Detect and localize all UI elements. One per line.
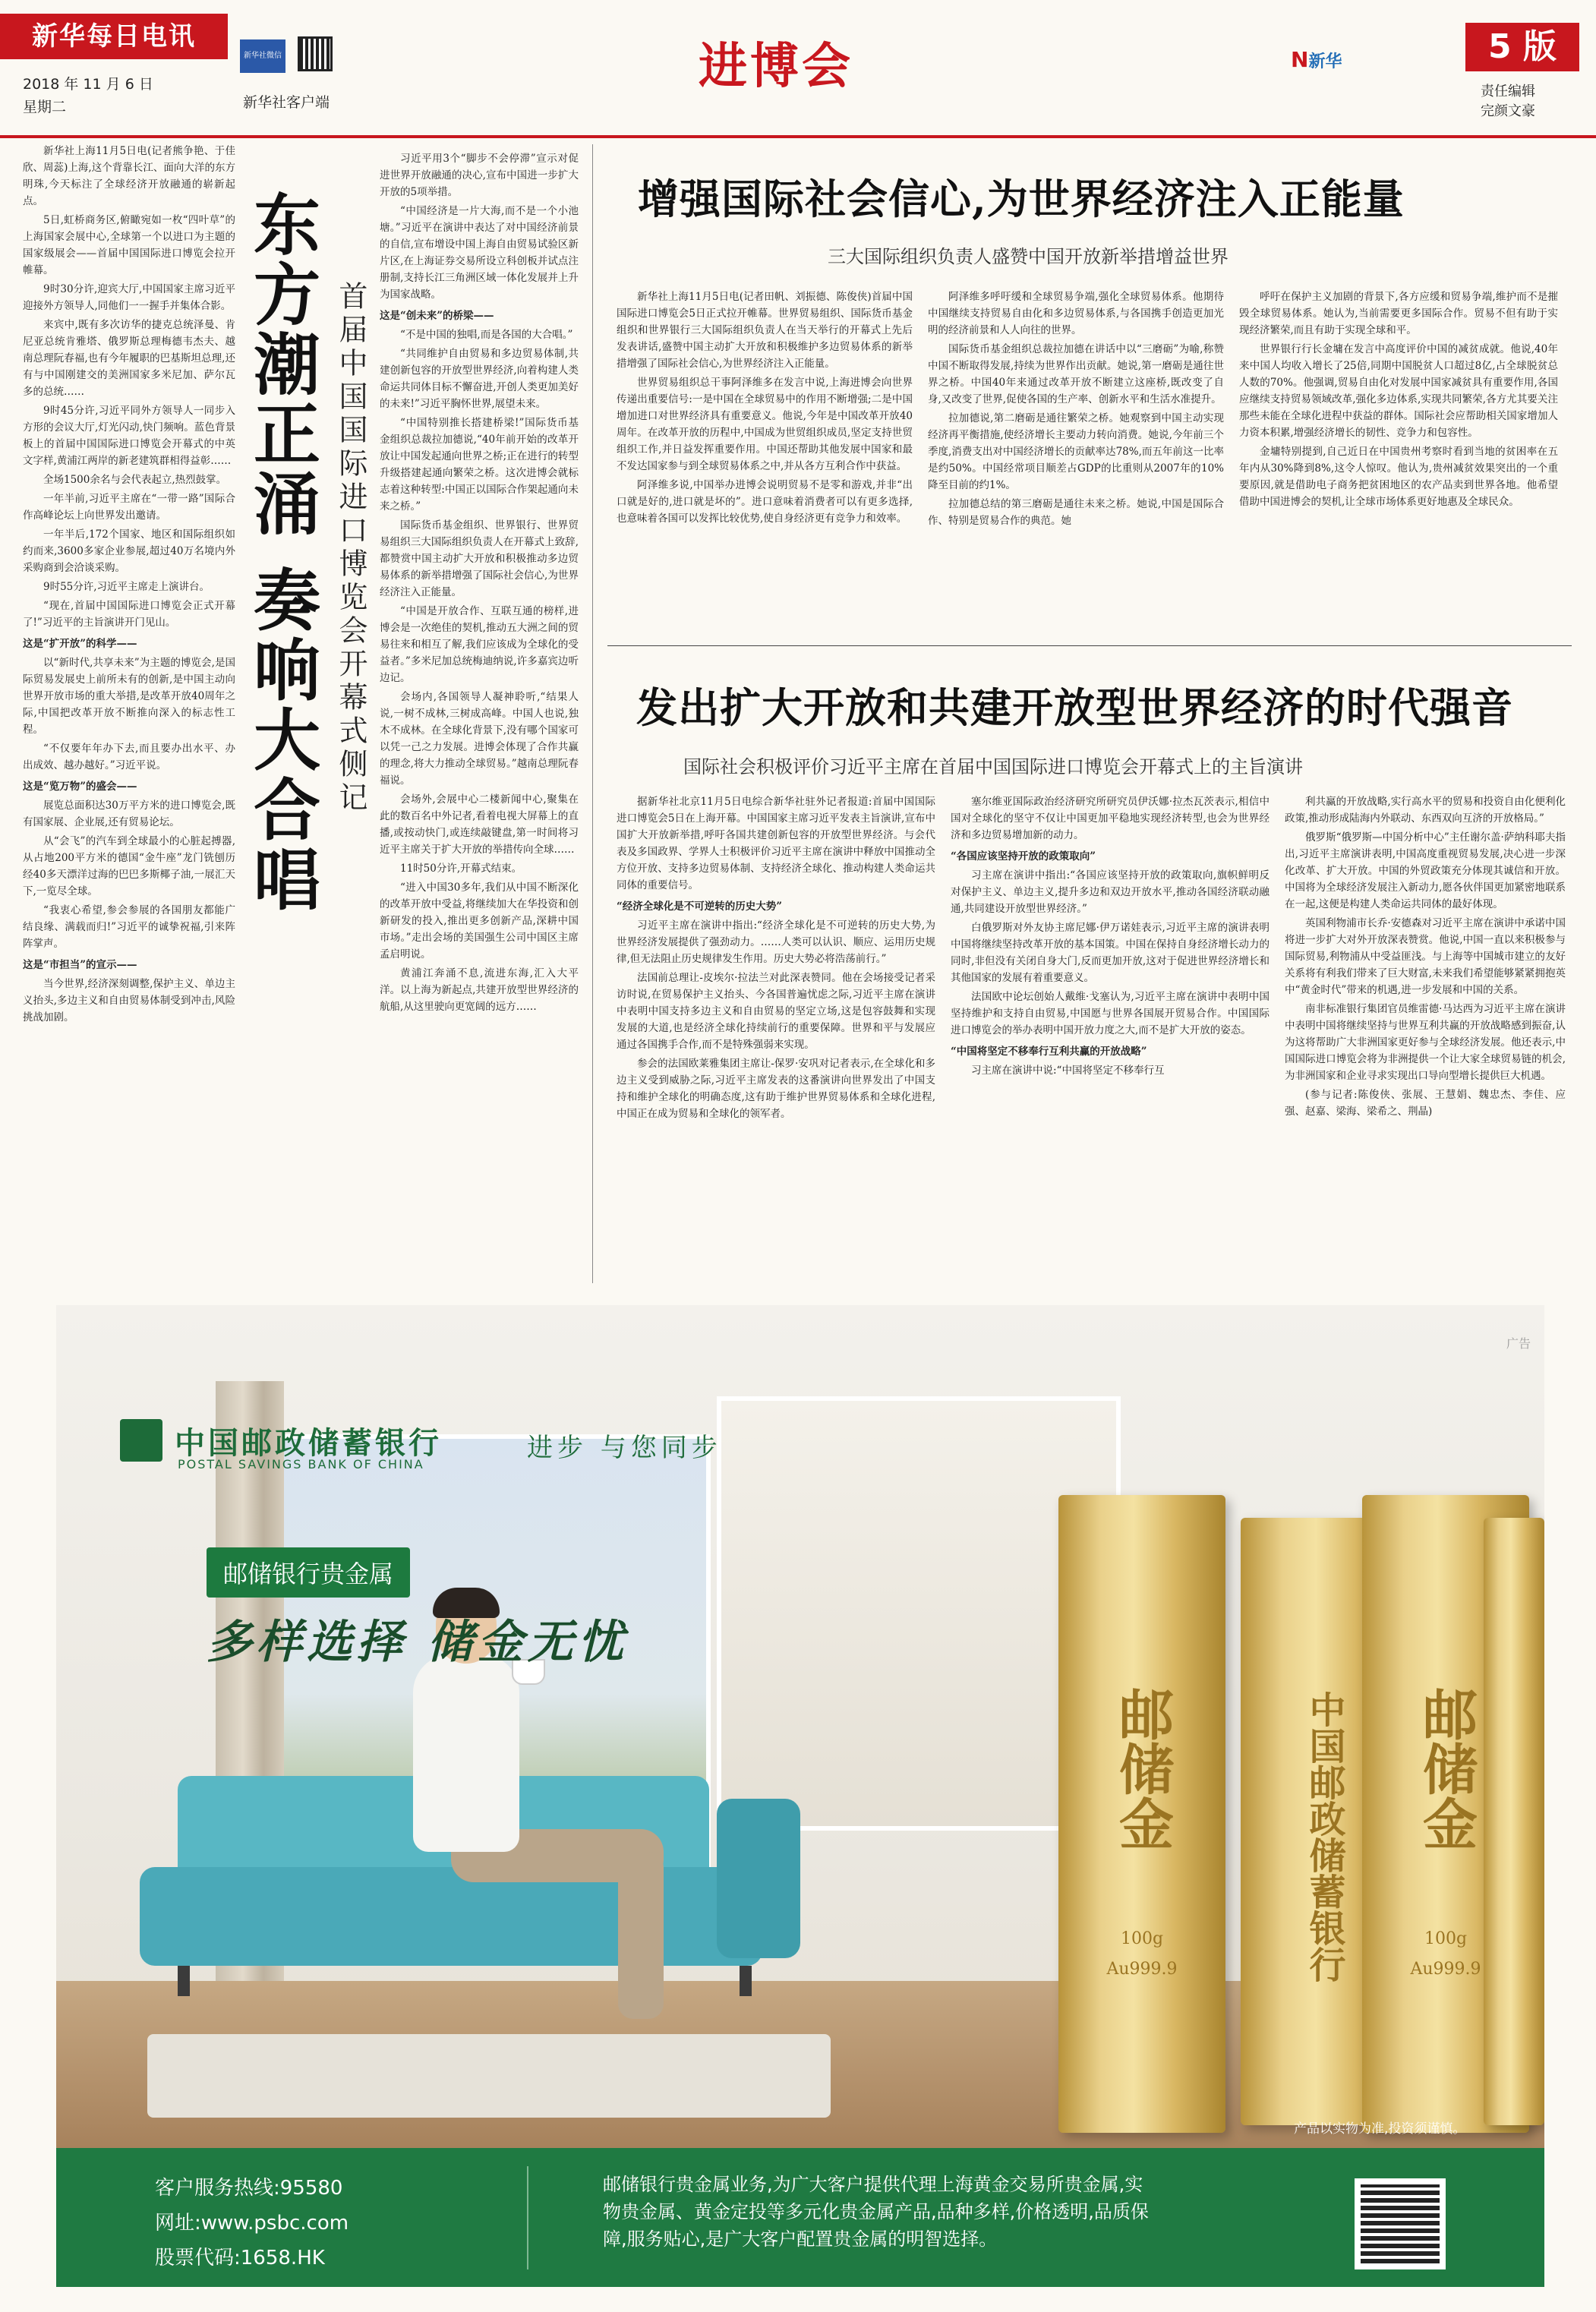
article1-column-1 bbox=[617, 289, 913, 634]
gold-bar-weight: 100g bbox=[1424, 1929, 1468, 1948]
xinhua-logo-icon: 新华社微信 bbox=[240, 39, 285, 73]
stock-code: 股票代码:1658.HK bbox=[155, 2247, 325, 2269]
paragraph: 新华社上海11月5日电(记者熊争艳、于佳欣、周蕊)上海,这个背靠长江、面向大洋的东方明珠,今天标注了全球经济开放融通的崭新起点。 bbox=[23, 145, 235, 207]
paragraph: 当今世界,经济深刻调整,保护主义、单边主义抬头,多边主义和自由贸易体制受到冲击,风险挑战加剧。 bbox=[23, 978, 235, 1024]
paragraph: “中国特别推长搭建桥梁!”国际货币基金组织总裁拉加德说,“40年前开始的改革开放让中国发起通向世界之桥;正在进行的转型升级搭建起通向繁荣之桥。这次进博会就标志着这种转型:中国正以国际合作架起通向未来之桥。” bbox=[380, 417, 579, 513]
section-title: 进博会 bbox=[699, 38, 853, 95]
paragraph: 俄罗斯“俄罗斯—中国分析中心”主任谢尔盖·萨纳科耶夫指出,习近平主席演讲表明,中国高度重视贸易发展,决心进一步深化改革、扩大开放。中国的外贸政策充分体现其诚信和开放。中国将为全球经济发展注入新动力,愿各伙伴国更加紧密地联系在一起,这便是构建人类命运共同体的最好体现。 bbox=[1285, 831, 1566, 910]
section-subheading: 这是“览万物”的盛会—— bbox=[23, 781, 137, 793]
editor-name: 完颜文豪 bbox=[1481, 103, 1535, 119]
article2-column-3 bbox=[1285, 793, 1566, 1279]
ad-rug-image bbox=[147, 2034, 831, 2118]
paragraph: 金墉特别提到,自己近日在中国贵州考察时看到当地的贫困率在五年内从30%降到8%,这令人惊叹。他认为,贵州减贫效果突出的一个重要原因,就是借助电子商务把贫困地区的农产品卖到世界各地。他希望借助中国进博会的契机,让全球市场体系更好地惠及全球民众。 bbox=[1239, 446, 1558, 508]
paragraph: 会场内,各国领导人凝神聆听,“结果人说,一树不成林,三树成高峰。中国人也说,独木不成林。在全球化背景下,没有哪个国家可以凭一己之力发展。进博会体现了合作共赢的理念,将大力推动全球贸易。”越南总理阮春福说。 bbox=[380, 691, 579, 787]
paragraph: 拉加德总结的第三磨砺是通往未来之桥。她说,中国是国际合作、特别是贸易合作的典范。她 bbox=[928, 498, 1224, 527]
sofa-leg bbox=[740, 1966, 752, 1996]
article2-subhead: 国际社会积极评价习近平主席在首届中国国际进口博览会开幕式上的主旨演讲 bbox=[683, 756, 1303, 778]
hotline: 客户服务热线:95580 bbox=[155, 2177, 343, 2200]
issue-date bbox=[23, 73, 153, 118]
article1-column-3 bbox=[1239, 289, 1558, 634]
bank-name: 中国邮政储蓄银行 bbox=[175, 1425, 442, 1461]
paragraph: 国际货币基金组织、世界银行、世界贸易组织三大国际组织负责人在开幕式上致辞,都赞赏中国主动扩大开放和积极推动多边贸易体系的新举措增强了国际社会信心,为世界经济注入正能量。 bbox=[380, 519, 579, 598]
paragraph: 国际货币基金组织总裁拉加德在讲话中以“三磨砺”为喻,称赞中国不断取得发展,持续为世界作出贡献。她说,第一磨砺是通往世界之桥。中国40年来通过改革开放不断建立这座桥,既改变了自身,又改变了世界,促使各国的生产率、创新水平和生活水准提升。 bbox=[928, 343, 1224, 405]
paragraph: 据新华社北京11月5日电综合新华社驻外记者报道:首届中国国际进口博览会5日在上海开幕。中国国家主席习近平发表主旨演讲,宣布中国扩大开放新举措,呼吁各国共建创新包容的开放型世界经济。与会代表及多国政界、学界人士积极评价习近平主席在演讲中释放中国推动全方位开放、支持多边贸易体制、支持经济全球化、推动构建人类命运共同体的重要信号。 bbox=[617, 796, 935, 891]
gold-bar-purity: Au999.9 bbox=[1106, 1960, 1178, 1979]
paragraph: “不仅要年年办下去,而且要办出水平、办出成效、越办越好。”习近平说。 bbox=[23, 743, 235, 771]
section-subheading: “中国将坚定不移奉行互利共赢的开放战略” bbox=[951, 1046, 1147, 1058]
paragraph: 从“会飞”的汽车到全球最小的心脏起搏器,从占地200平方米的德国“金牛座”龙门铣刨历经40多天漂洋过海的巴巴多斯椰子油,一展汇天下,一览尽全球。 bbox=[23, 835, 235, 897]
gold-bar-weight: 100g bbox=[1120, 1929, 1164, 1948]
paragraph: “中国经济是一片大海,而不是一个小池塘。”习近平在演讲中表达了对中国经济前景的自信,宣布增设中国上海自由贸易试验区新片区,在上海证券交易所设立科创板并试点注册制,支持长江三角洲区域一体化发展并上升为国家战略。 bbox=[380, 205, 579, 301]
news-logo-icon bbox=[1291, 47, 1342, 72]
ad-contacts bbox=[155, 2171, 349, 2276]
sofa-leg bbox=[178, 1966, 190, 1996]
ad-label: 广告 bbox=[1506, 1336, 1531, 1351]
paper-name-tag: 新华每日电讯 bbox=[0, 14, 228, 59]
client-label: 新华社客户端 bbox=[243, 94, 330, 111]
article-divider bbox=[607, 645, 1572, 646]
paragraph: 9时55分许,习近平主席走上演讲台。 bbox=[43, 581, 210, 593]
editor-role: 责任编辑 bbox=[1481, 84, 1535, 99]
paragraph: 一年半后,172个国家、地区和国际组织如约而来,3600多家企业参展,超过40万名境内外采购商到会洽谈采购。 bbox=[23, 528, 235, 574]
paragraph: 以“新时代,共享未来”为主题的博览会,是国际贸易发展史上前所未有的创新,是中国主动向世界开放市场的重大举措,是改革开放40周年之际,中国把改革开放不断推向深入的标志性工程。 bbox=[23, 657, 235, 736]
ad-description: 邮储银行贵金属业务,为广大客户提供代理上海黄金交易所贵金属,实物贵金属、黄金定投等多元化贵金属产品,品种多样,价格透明,品质保障,服务贴心,是广大客户配置贵金属的明智选择。 bbox=[603, 2174, 1149, 2250]
paragraph: 利共赢的开放战略,实行高水平的贸易和投资自由化便利化政策,推动形成陆海内外联动、东西双向互济的开放格局。” bbox=[1285, 796, 1566, 825]
section-subheading: 这是“市担当”的宣示—— bbox=[23, 959, 137, 971]
feature-subtitle: 首届中国国际进口博览会开幕式侧记 bbox=[334, 281, 367, 815]
paragraph: 世界银行行长金墉在发言中高度评价中国的减贫成就。他说,40年来中国人均收入增长了25倍,同期中国脱贫人口超过8亿,占全球脱贫总人数的70%。他强调,贸易自由化对发展中国家减贫具有重要作用,各国应继续支持贸易领域改革,强化多边体系,实现共同繁荣,各方尤其要关注那些未能在全球化进程中获益的群体。国际社会应帮助相关国家增加人力资本积累,增强经济增长的韧性、竞争力和包容性。 bbox=[1239, 343, 1558, 439]
paragraph: 南非标准银行集团官员维雷德·马达西为习近平主席在演讲中表明中国将继续坚持与世界互利共赢的开放战略感到振奋,认为这将帮助广大非洲国家更好参与全球经济发展。他还表示,中国国际进口博览会将为非洲提供一个让大家全球贸易链的机会,为非洲国家和企业寻求实现出口导向型增长提供巨大机遇。 bbox=[1285, 1003, 1566, 1082]
date-line: 2018 年 11 月 6 日 bbox=[23, 76, 153, 93]
paragraph: 5日,虹桥商务区,俯瞰宛如一枚“四叶草”的上海国家会展中心,全球第一个以进口为主题的国家级展会——首届中国国际进口博览会拉开帷幕。 bbox=[23, 214, 235, 276]
gold-bar-4 bbox=[1484, 1518, 1544, 2125]
paragraph: 白俄罗斯对外友协主席尼娜·伊万诺娃表示,习近平主席的演讲表明中国将继续坚持改革开放的基本国策。中国在保持自身经济增长动力的同时,非但没有关闭自身大门,反而更加开放,这对于促进世界经济增长和其他国家的发展有着重要意义。 bbox=[951, 922, 1270, 984]
paragraph: 拉加德说,第二磨砺是通往繁荣之桥。她观察到中国主动实现经济再平衡措施,使经济增长主要动力转向消费。她说,今年前三个季度,消费支出对中国经济增长的贡献率达78%,而五年前这一比率是约50%。中国经常项目顺差占GDP的比重则从2007年的10%降至目前的约1%。 bbox=[928, 412, 1224, 491]
masthead-rule bbox=[0, 135, 1596, 138]
ad-headline: 多样选择 储金无忧 bbox=[207, 1616, 628, 1669]
paragraph: 9时30分许,迎宾大厅,中国国家主席习近平迎接外方领导人,同他们一一握手并集体合影。 bbox=[23, 283, 235, 312]
article2-headline: 发出扩大开放和共建开放型世界经济的时代强音 bbox=[636, 683, 1513, 732]
paragraph: 塞尔维亚国际政治经济研究所研究员伊沃娜·拉杰瓦茨表示,相信中国对全球化的坚守不仅让中国更加平稳地实现经济转型,也会为世界经济和多边贸易增加新的动力。 bbox=[951, 796, 1270, 841]
qr-code-icon bbox=[298, 36, 333, 71]
article2-column-2 bbox=[951, 793, 1270, 1279]
news-logo-text: 新华 bbox=[1308, 52, 1342, 71]
bank-advertisement bbox=[56, 1305, 1544, 2287]
feature-column-2 bbox=[380, 150, 579, 1280]
paragraph: 全场1500余名与会代表起立,热烈鼓掌。 bbox=[43, 474, 227, 486]
bank-name-en: POSTAL SAVINGS BANK OF CHINA bbox=[178, 1457, 424, 1471]
paragraph: 一年半前,习近平主席在“一带一路”国际合作高峰论坛上向世界发出邀请。 bbox=[23, 493, 235, 522]
psbc-logo-icon bbox=[120, 1419, 162, 1462]
paragraph: “现在,首届中国国际进口博览会正式开幕了!”习近平的主旨演讲开门见山。 bbox=[23, 600, 235, 629]
feature-headline: 东方潮正涌 奏响大合唱 bbox=[243, 190, 322, 915]
paragraph: 习近平主席在演讲中指出:“经济全球化是不可逆转的历史大势,为世界经济发展提供了强劲动力。……人类可以认识、顺应、运用历史规律,但无法阻止历史规律发生作用。历史大势必将浩荡前行。” bbox=[617, 919, 935, 965]
paragraph: 习近平用3个“脚步不会停滞”宣示对促进世界开放融通的决心,宣布中国进一步扩大开放的5项举措。 bbox=[380, 153, 579, 198]
paragraph: “中国是开放合作、互联互通的榜样,进博会是一次绝佳的契机,推动五大洲之间的贸易往来和相互了解,我们应该成为全球化的受益者。”多米尼加总统梅迪纳说,许多嘉宾边听边记。 bbox=[380, 605, 579, 684]
paragraph: 阿泽维多说,中国举办进博会说明贸易不是零和游戏,并非“出口就是好的,进口就是坏的”。进口意味着消费者可以有更多选择,也意味着各国可以发挥比较优势,使自身经济更有竞争力和效率。 bbox=[617, 479, 913, 525]
paragraph: 习主席在演讲中指出:“各国应该坚持开放的政策取向,旗帜鲜明反对保护主义、单边主义,提升多边和双边开放水平,推动各国经济联动融通,共同建设开放型世界经济。” bbox=[951, 869, 1270, 915]
paragraph: 法国前总理让-皮埃尔·拉法兰对此深表赞同。他在会场接受记者采访时说,在贸易保护主义抬头、今各国普遍忧虑之际,习近平主席在演讲中表明中国支持多边主义和自由贸易的坚定立场,这是包容鼓舞和实现发展的大道,也是经济全球化持续前行的重要保障。世界和平与发展应通过各国携手合作,而不是特殊强弱来实现。 bbox=[617, 972, 935, 1051]
person-body-image bbox=[413, 1654, 519, 1852]
footer-divider bbox=[527, 2166, 528, 2269]
sofa-seat-image bbox=[140, 1867, 762, 1966]
paragraph: 展览总面积达30万平方米的进口博览会,既有国家展、企业展,还有贸易论坛。 bbox=[23, 800, 235, 828]
article1-column-2 bbox=[928, 289, 1224, 634]
paragraph: 会场外,会展中心二楼新闻中心,聚集在此的数百名中外记者,看着电视大屏幕上的直播,或按动快门,或连续敲键盘,第一时间将习近平主席关于扩大开放的举措传向全球…… bbox=[380, 793, 579, 856]
product-badge: 邮储银行贵金属 bbox=[207, 1547, 410, 1598]
paragraph: 参会的法国欧莱雅集团主席让-保罗·安巩对记者表示,在全球化和多边主义受到威胁之际,习近平主席发表的这番演讲向世界发出了中国支持和维护全球化的明确态度,这有助于维护世界贸易体系和全球化进程,中国正在成为贸易和全球化的领军者。 bbox=[617, 1058, 935, 1120]
gold-bar-side-text: 中国邮政储蓄银行 bbox=[1303, 1691, 1345, 1982]
gold-bar-text: 邮储金 bbox=[1110, 1686, 1175, 1850]
gold-bar-1 bbox=[1058, 1495, 1225, 2133]
news-logo-letter: N bbox=[1291, 47, 1309, 72]
paragraph: 新华社上海11月5日电(记者田帆、刘振德、陈俊侠)首届中国国际进口博览会5日正式拉开帷幕。世界贸易组织、国际货币基金组织和世界银行三大国际组织负责人在当天举行的开幕式上先后发表讲话,盛赞中国主动扩大开放和积极维护多边贸易体系的新举措增强了国际社会信心,为世界经济注入正能量。 bbox=[617, 291, 913, 370]
paragraph: 阿泽维多呼吁缓和全球贸易争端,强化全球贸易体系。他期待中国继续支持贸易自由化和多边贸易体系,与各国携手创造更加光明的经济前景和人人向往的世界。 bbox=[928, 291, 1224, 336]
ad-footer bbox=[56, 2148, 1544, 2287]
feature-column-1 bbox=[23, 143, 235, 1280]
bank-slogan: 进步 与您同步 bbox=[527, 1433, 722, 1463]
weekday-line: 星期二 bbox=[23, 99, 67, 115]
paragraph: 黄浦江奔涌不息,流进东海,汇入大平洋。以上海为新起点,共建开放型世界经济的航船,从这里驶向更宽阔的远方…… bbox=[380, 967, 579, 1013]
article1-subhead: 三大国际组织负责人盛赞中国开放新举措增益世界 bbox=[828, 246, 1229, 267]
paragraph: 世界贸易组织总干事阿泽维多在发言中说,上海进博会向世界传递出重要信号:一是中国在全球贸易中的作用不断增强;二是中国增加进口对世界经济具有重要意义。他说,今年是中国改革开放40周年。在改革开放的历程中,中国成为世贸组织成员,坚定支持世贸组织工作,并日益发挥重要作用。中国还帮助其他发展中国家和最不发达国家参与到全球贸易体系之中,并从各方互利合作中获益。 bbox=[617, 377, 913, 472]
paragraph: 法国欧中论坛创始人戴维·戈塞认为,习近平主席在演讲中表明中国坚持维护和支持自由贸易,中国愿与世界各国展开贸易合作。中国国际进口博览会的举办表明中国开放力度之大,而不是扩大开放的姿态。 bbox=[951, 991, 1270, 1036]
paragraph: 呼吁在保护主义加剧的背景下,各方应缓和贸易争端,维护而不是摧毁全球贸易体系。她认为,当前需要更多国际合作。贸易不但有助于实现经济繁荣,而且有助于实现全球和平。 bbox=[1239, 291, 1558, 336]
qr-code-icon bbox=[1355, 2178, 1446, 2269]
gold-bar-purity: Au999.9 bbox=[1410, 1960, 1481, 1979]
qr-pattern bbox=[1361, 2184, 1440, 2263]
paragraph: (参与记者:陈俊侠、张展、王慧娟、魏忠杰、李佳、应强、赵嘉、梁海、梁希之、荆晶) bbox=[1285, 1089, 1566, 1118]
page-number: 5 版 bbox=[1465, 23, 1579, 71]
column-divider bbox=[592, 144, 593, 1283]
article2-column-1 bbox=[617, 793, 935, 1279]
ad-disclaimer: 产品以实物为准,投资须谨慎。 bbox=[1294, 2121, 1466, 2137]
paragraph: “共同维护自由贸易和多边贸易体制,共建创新包容的开放型世界经济,向着构建人类命运共同体目标不懈奋进,开创人类更加美好的未来!”习近平胸怀世界,展望未来。 bbox=[380, 348, 579, 410]
paragraph: 9时45分许,习近平同外方领导人一同步入方形的会议大厅,灯光闪动,快门频响。蓝色背景板上的首届中国国际进口博览会开幕式的中英文字样,黄浦江两岸的新老建筑群相得益彰…… bbox=[23, 405, 235, 467]
paragraph: “我衷心希望,参会参展的各国朋友都能广结良缘、满载而归!”习近平的诚挚祝福,引来阵阵掌声。 bbox=[23, 904, 235, 950]
section-subheading: 这是“创未来”的桥梁—— bbox=[380, 310, 494, 322]
paragraph: “不是中国的独唱,而是各国的大合唱。” bbox=[400, 329, 573, 341]
paragraph: 11时50分许,开幕式结束。 bbox=[400, 863, 522, 875]
section-subheading: “经济全球化是不可逆转的历史大势” bbox=[617, 901, 783, 913]
paragraph: 来宾中,既有多次访华的捷克总统泽曼、肯尼亚总统肯雅塔、俄罗斯总理梅德韦杰夫、越南总理阮春福,也有今年履职的巴基斯坦总理,还有与中国刚建交的美洲国家多米尼加、萨尔瓦多的总统…… bbox=[23, 319, 235, 398]
website-link[interactable]: 网址:www.psbc.com bbox=[155, 2212, 349, 2235]
person-leg-image bbox=[618, 1852, 664, 2019]
paragraph: “进入中国30多年,我们从中国不断深化的改革开放中受益,将继续加大在华投资和创新研发的投入,推出更多创新产品,深耕中国市场。”走出会场的美国强生公司中国区主席孟启明说。 bbox=[380, 882, 579, 960]
section-subheading: 这是“扩开放”的科学—— bbox=[23, 638, 137, 650]
editor-credit bbox=[1481, 82, 1535, 121]
paragraph: 习主席在演讲中说:“中国将坚定不移奉行互 bbox=[971, 1065, 1165, 1077]
gold-bar-text: 邮储金 bbox=[1414, 1686, 1478, 1850]
sofa-arm-image bbox=[717, 1799, 800, 1958]
section-subheading: “各国应该坚持开放的政策取向” bbox=[951, 850, 1096, 863]
paragraph: 英国利物浦市长乔·安德森对习近平主席在演讲中承诺中国将进一步扩大对外开放深表赞赏。他说,中国一直以来积极参与国际贸易,利物浦从中受益匪浅。与上海等中国城市建立的友好关系将有利我们带来了巨大财富,未来我们希望能够紧紧拥抱英中“黄金时代”带来的机遇,进一步发展和中国的关系。 bbox=[1285, 917, 1566, 996]
article1-headline: 增强国际社会信心,为世界经济注入正能量 bbox=[638, 175, 1405, 223]
